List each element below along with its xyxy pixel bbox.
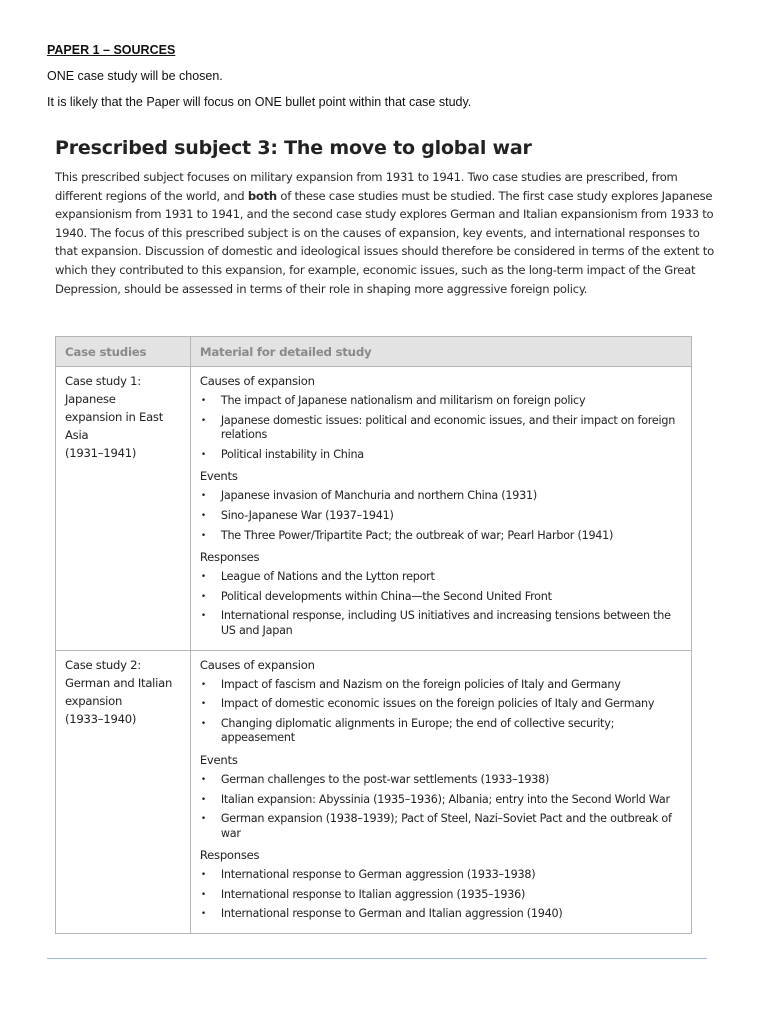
list-item: • International response, including US initiatives and increasing tensions between the US and Japan xyxy=(200,609,685,638)
list-item: • Political instability in China xyxy=(200,448,685,463)
intro-line-1: ONE case study will be chosen. xyxy=(47,69,223,83)
material-cell xyxy=(190,650,691,934)
list-item: • Political developments within China—the Second United Front xyxy=(200,590,685,605)
list-item: • German challenges to the post-war settlements (1933–1938) xyxy=(200,773,685,788)
intro-section xyxy=(47,42,727,120)
section-heading: Responses xyxy=(199,550,260,565)
case-studies-table xyxy=(55,336,692,934)
bullet-list xyxy=(200,773,685,841)
subject-description xyxy=(55,168,715,298)
subject-description-part-2: of these case studies must be studied. The first case study explores Japanese expansionism from 1931 to 1941, and the second case study explores German and Italian expansionism from 1933 to 1940. The focus of this prescribed subject is on the causes of expansion, key events, and international responses to that expansion. Discussion of domestic and ideological issues should therefore be considered in terms of the extent to which they contributed to this expansion, for example, economic issues, such as the long-term impact of the Great Depression, should be assessed in terms of their role in shaping more aggressive foreign policy. xyxy=(55,188,714,296)
list-item: • International response to German and Italian aggression (1940) xyxy=(200,907,685,922)
subject-title: Prescribed subject 3: The move to global war xyxy=(55,137,532,159)
column-header-material: Material for detailed study xyxy=(190,337,691,367)
list-item: • German expansion (1938–1939); Pact of Steel, Nazi–Soviet Pact and the outbreak of war xyxy=(200,812,685,841)
section-heading: Responses xyxy=(199,848,260,863)
bullet-list xyxy=(200,678,685,746)
list-item: • Impact of domestic economic issues on the foreign policies of Italy and Germany xyxy=(200,697,685,712)
case-study-cell xyxy=(56,367,191,651)
column-header-case-studies: Case studies xyxy=(56,337,191,367)
list-item: • Italian expansion: Abyssinia (1935–1936); Albania; entry into the Second World War xyxy=(200,793,685,808)
section-heading: Events xyxy=(199,469,238,484)
subject-description-bold: both xyxy=(247,188,277,203)
list-item: • Japanese domestic issues: political and economic issues, and their impact on foreign relations xyxy=(200,414,685,443)
table-body xyxy=(56,367,692,934)
list-item: • The impact of Japanese nationalism and militarism on foreign policy xyxy=(200,394,685,409)
material-cell xyxy=(190,367,691,651)
table-row xyxy=(56,367,692,651)
list-item: • Sino-Japanese War (1937–1941) xyxy=(200,509,685,524)
list-item: • Japanese invasion of Manchuria and northern China (1931) xyxy=(200,489,685,504)
section-heading: Causes of expansion xyxy=(199,657,315,672)
list-item: • The Three Power/Tripartite Pact; the outbreak of war; Pearl Harbor (1941) xyxy=(200,529,685,544)
case-study-label: Case study 1: Japanese expansion in East Asia (1931–1941) xyxy=(65,374,164,460)
list-item: • Impact of fascism and Nazism on the foreign policies of Italy and Germany xyxy=(200,678,685,693)
footer-divider xyxy=(47,958,707,959)
section-heading: Causes of expansion xyxy=(199,374,315,388)
section-heading: Events xyxy=(199,752,238,767)
list-item: • League of Nations and the Lytton report xyxy=(200,570,685,585)
intro-line-2: It is likely that the Paper will focus on ONE bullet point within that case study. xyxy=(47,95,472,109)
case-study-cell xyxy=(56,650,191,934)
list-item: • Changing diplomatic alignments in Europe; the end of collective security; appeasement xyxy=(200,717,685,746)
prescribed-subject-section xyxy=(55,135,715,298)
table-row xyxy=(56,650,692,934)
bullet-list xyxy=(200,868,685,922)
table-header-row xyxy=(56,337,692,367)
subject-description-part-1: This prescribed subject focuses on military expansion from 1931 to 1941. Two case studies are prescribed, from different regions of the world, and xyxy=(55,170,678,203)
list-item: • International response to Italian aggression (1935–1936) xyxy=(200,888,685,903)
list-item: • International response to German aggression (1933–1938) xyxy=(200,868,685,883)
case-study-label: Case study 2: German and Italian expansion (1933–1940) xyxy=(65,657,173,726)
bullet-list xyxy=(200,570,685,638)
bullet-list xyxy=(200,394,685,462)
paper-heading: PAPER 1 – SOURCES xyxy=(47,43,176,57)
bullet-list xyxy=(200,489,685,543)
